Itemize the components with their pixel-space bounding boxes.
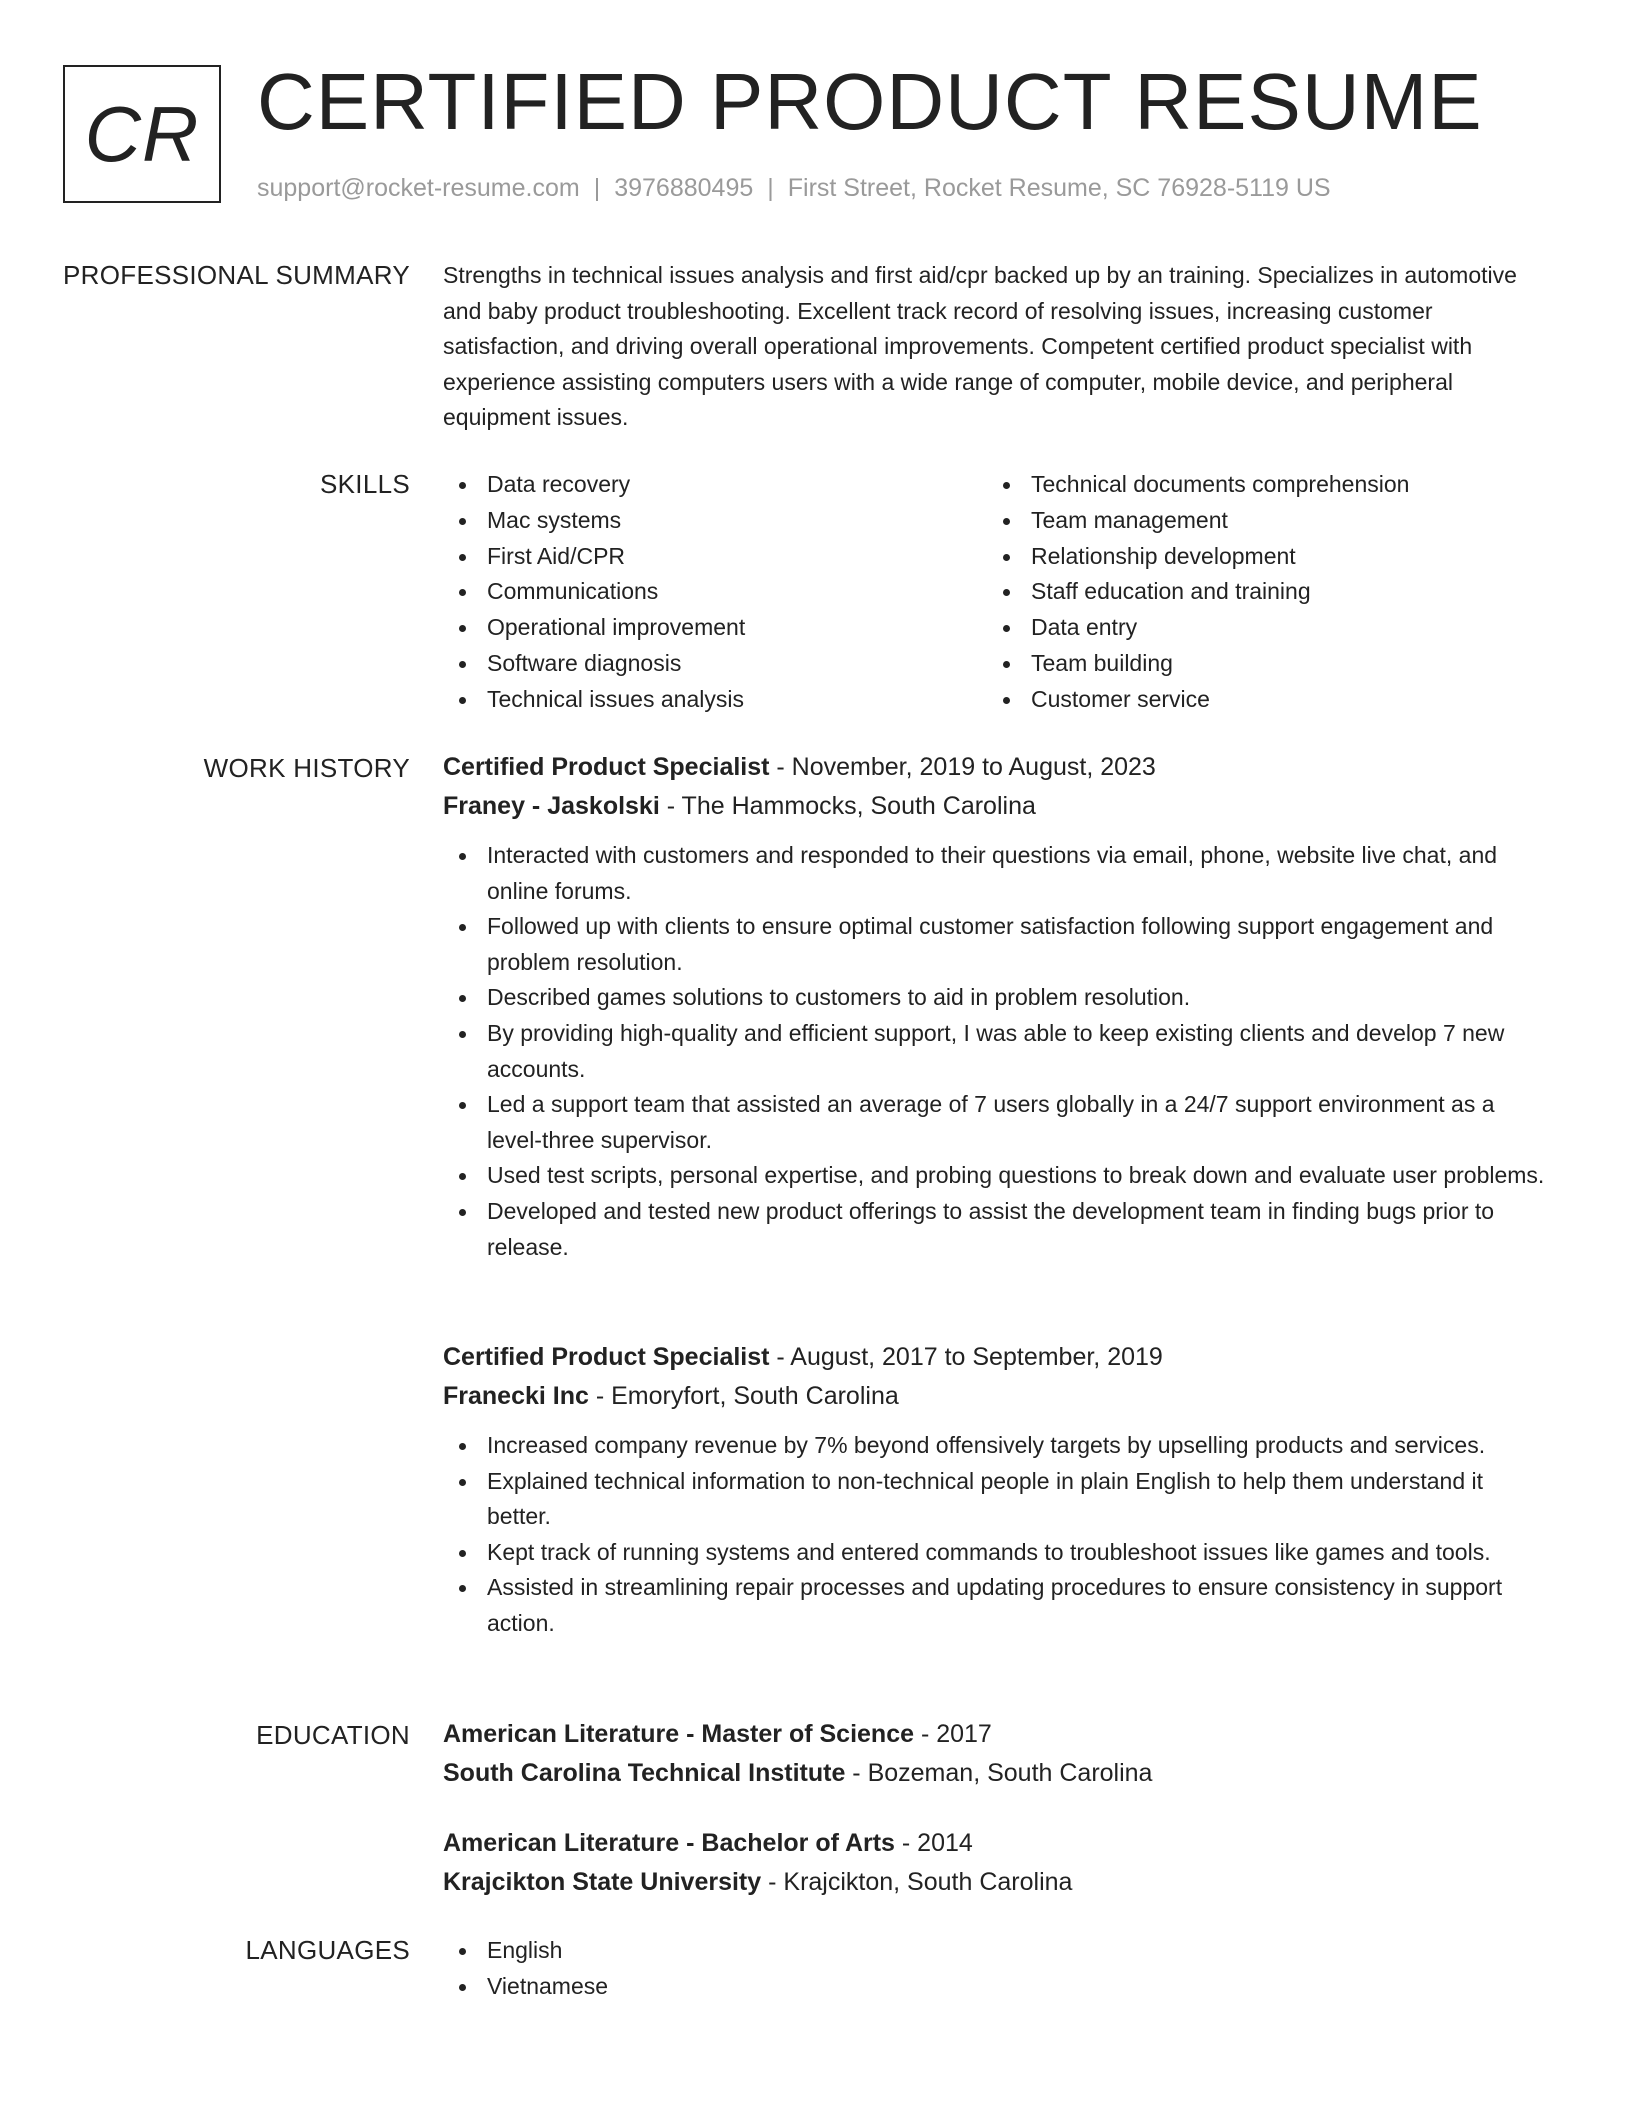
job-company-line — [443, 1377, 1553, 1416]
skill-item: Team management — [987, 503, 1531, 539]
job-bullet: Assisted in streamlining repair processes and updating procedures to ensure consistency in support action. — [443, 1570, 1553, 1641]
education-school-line — [443, 1863, 1553, 1902]
languages-heading: LANGUAGES — [245, 1935, 410, 1965]
language-item: Vietnamese — [443, 1969, 1553, 2005]
languages-list — [443, 1933, 1553, 2004]
job-bullet: Kept track of running systems and entered commands to troubleshoot issues like games and tools. — [443, 1535, 1553, 1571]
contact-line — [257, 172, 1331, 204]
education-heading: EDUCATION — [256, 1720, 410, 1750]
education-degree: American Literature - Master of Science — [443, 1720, 914, 1748]
job-company: Franecki Inc — [443, 1382, 589, 1410]
job-title-line — [443, 1338, 1553, 1377]
education-school: South Carolina Technical Institute — [443, 1759, 846, 1787]
monogram-logo — [63, 65, 221, 203]
job-bullet: Followed up with clients to ensure optimal customer satisfaction following support engagement and problem resolution. — [443, 909, 1553, 980]
job-title: Certified Product Specialist — [443, 1343, 770, 1371]
skill-item: Data entry — [987, 610, 1531, 646]
contact-phone[interactable]: 3976880495 — [614, 174, 754, 202]
skill-item: First Aid/CPR — [443, 539, 987, 575]
education-year: - 2014 — [894, 1829, 973, 1857]
job-bullet: Led a support team that assisted an average of 7 users globally in a 24/7 support environment as a level-three supervisor. — [443, 1087, 1553, 1158]
job-bullets — [443, 1428, 1553, 1642]
job-bullet: Developed and tested new product offerings to assist the development team in finding bugs prior to release. — [443, 1194, 1553, 1265]
summary-heading: PROFESSIONAL SUMMARY — [63, 260, 410, 290]
monogram-initials: CR — [84, 89, 200, 178]
resume-title: CERTIFIED PRODUCT RESUME — [257, 57, 1483, 146]
contact-separator: | — [767, 174, 774, 202]
education-entry — [443, 1715, 1553, 1793]
contact-separator: | — [593, 174, 601, 202]
job-bullet: Interacted with customers and responded to their questions via email, phone, website live chat, and online forums. — [443, 838, 1553, 909]
skill-item: Relationship development — [987, 539, 1531, 575]
skill-item: Technical documents comprehension — [987, 467, 1531, 503]
job-title-line — [443, 748, 1553, 787]
contact-address: First Street, Rocket Resume, SC 76928-5119 US — [787, 174, 1331, 202]
education-school: Krajcikton State University — [443, 1868, 762, 1896]
education-school-line — [443, 1754, 1553, 1793]
skill-item: Team building — [987, 646, 1531, 682]
education-location: - Krajcikton, South Carolina — [761, 1868, 1073, 1896]
job-bullets — [443, 838, 1553, 1265]
education-degree: American Literature - Bachelor of Arts — [443, 1829, 895, 1857]
skill-item: Technical issues analysis — [443, 682, 987, 718]
skill-item: Communications — [443, 574, 987, 610]
job-location: - The Hammocks, South Carolina — [659, 792, 1036, 820]
job-company-line — [443, 787, 1553, 826]
skill-item: Mac systems — [443, 503, 987, 539]
job-entry — [443, 748, 1553, 1265]
skills-heading: SKILLS — [320, 469, 410, 499]
skill-item: Operational improvement — [443, 610, 987, 646]
job-location: - Emoryfort, South Carolina — [588, 1382, 899, 1410]
summary-text: Strengths in technical issues analysis and first aid/cpr backed up by an training. Specializes in automotive and baby product troubleshooting. Excellent track record of resolving issues, increasing customer satisfaction, and driving overall operational improvements. Competent certified product specialist with experience assisting computers users with a wide range of computer, mobile device, and peripheral equipment issues. — [443, 262, 1517, 431]
job-bullet: Used test scripts, personal expertise, and probing questions to break down and evaluate user problems. — [443, 1158, 1553, 1194]
skill-item: Staff education and training — [987, 574, 1531, 610]
education-entry — [443, 1824, 1553, 1902]
job-title: Certified Product Specialist — [443, 753, 770, 781]
job-company: Franey - Jaskolski — [443, 792, 660, 820]
education-degree-line — [443, 1715, 1553, 1754]
education-year: - 2017 — [914, 1720, 992, 1748]
job-bullet: Explained technical information to non-technical people in plain English to help them understand it better. — [443, 1464, 1553, 1535]
skill-item: Data recovery — [443, 467, 987, 503]
skills-list-right — [987, 467, 1531, 718]
job-dates: - August, 2017 to September, 2019 — [769, 1343, 1163, 1371]
job-entry — [443, 1338, 1553, 1642]
job-dates: - November, 2019 to August, 2023 — [769, 753, 1156, 781]
education-location: - Bozeman, South Carolina — [845, 1759, 1153, 1787]
skill-item: Customer service — [987, 682, 1531, 718]
language-item: English — [443, 1933, 1553, 1969]
skills-list-left — [443, 467, 987, 718]
contact-email[interactable]: support@rocket-resume.com — [257, 174, 580, 202]
work-history-heading: WORK HISTORY — [203, 753, 410, 783]
job-bullet: Described games solutions to customers to aid in problem resolution. — [443, 980, 1553, 1016]
education-degree-line — [443, 1824, 1553, 1863]
skill-item: Software diagnosis — [443, 646, 987, 682]
job-bullet: By providing high-quality and efficient support, I was able to keep existing clients and develop 7 new accounts. — [443, 1016, 1553, 1087]
job-bullet: Increased company revenue by 7% beyond offensively targets by upselling products and services. — [443, 1428, 1553, 1464]
